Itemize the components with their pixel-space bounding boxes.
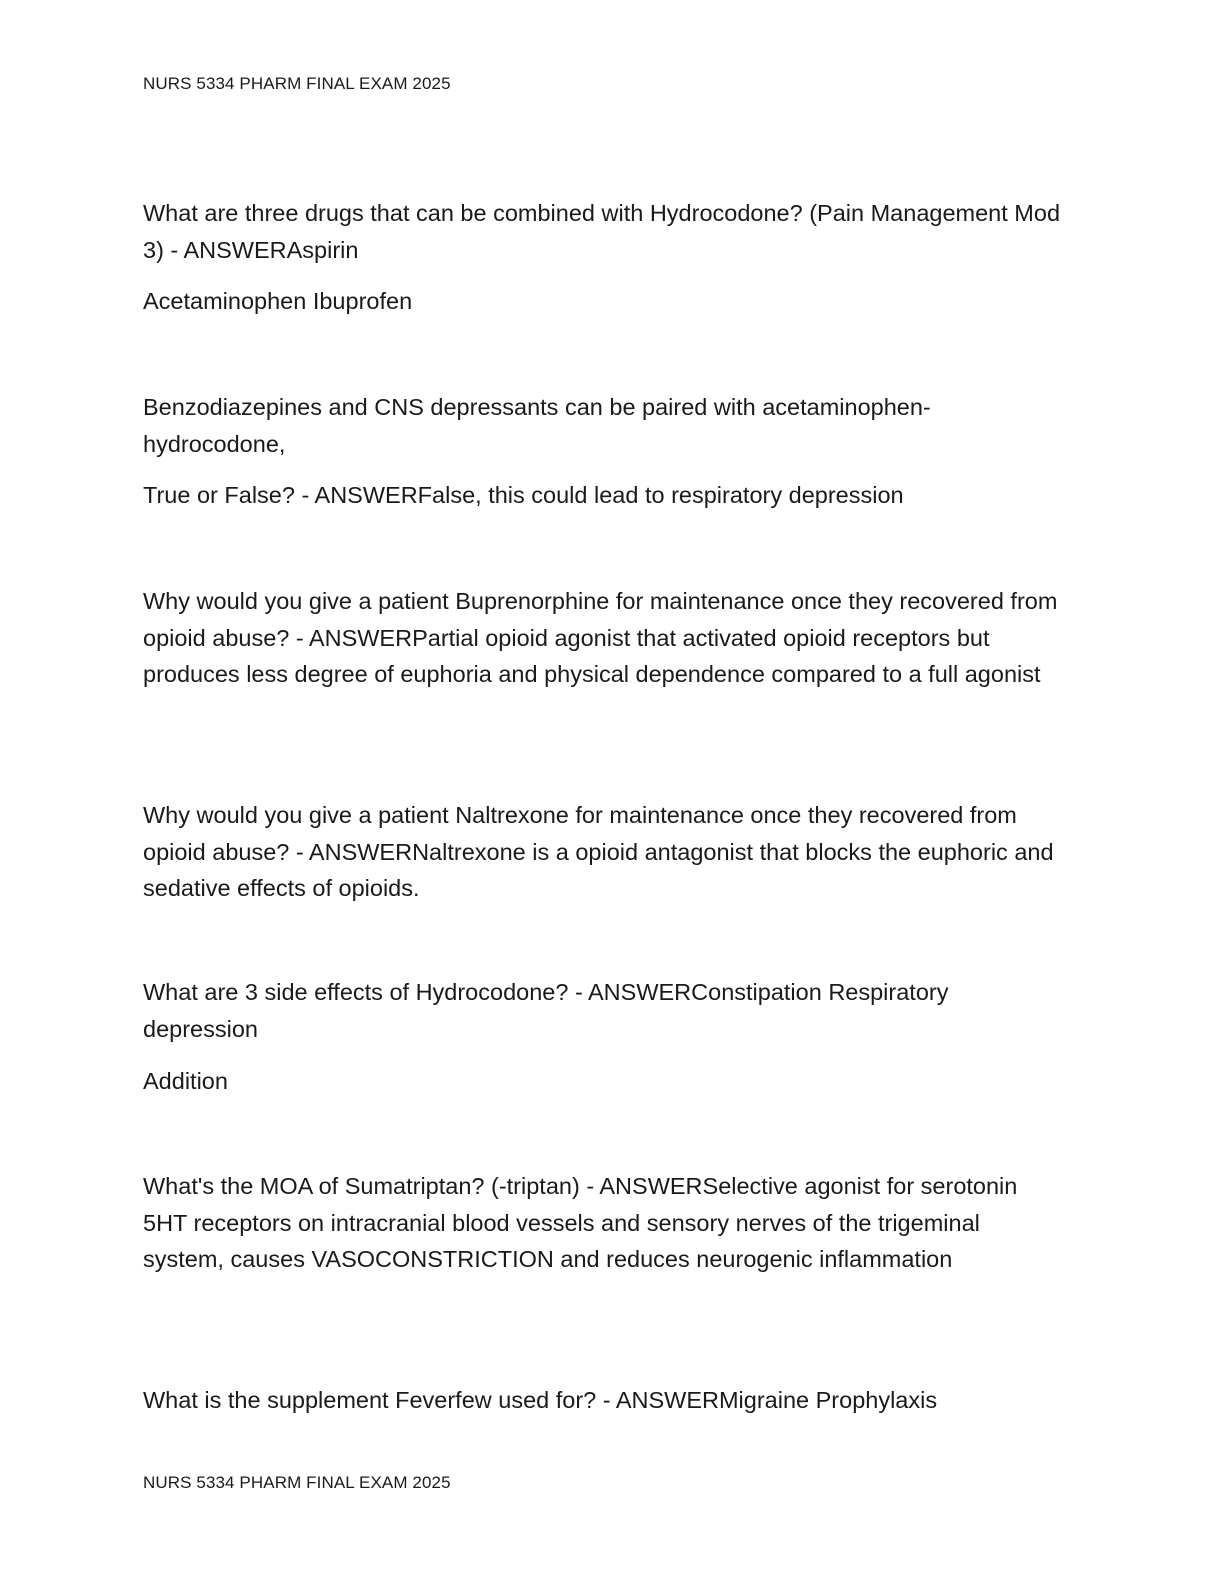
question-buprenorphine: Why would you give a patient Buprenorphine for maintenance once they recovered from opioid abuse? - ANSWERPartial opioid agonist that activated opioid receptors but produces less degree of euphoria and physical dependence compared to a full agonist <box>143 588 1058 687</box>
question-naltrexone: Why would you give a patient Naltrexone for maintenance once they recovered from opioid abuse? - ANSWERNaltrexone is a opioid antagonist that blocks the euphoric and sedative effects of opioids. <box>143 802 1054 901</box>
question-feverfew: What is the supplement Feverfew used for? - ANSWERMigraine Prophylaxis <box>143 1387 938 1413</box>
page-header: NURS 5334 PHARM FINAL EXAM 2025 <box>143 74 451 93</box>
true-false-answer: True or False? - ANSWERFalse, this could lead to respiratory depression <box>143 482 904 508</box>
question-side-effects: What are 3 side effects of Hydrocodone? - ANSWERConstipation Respiratory depression <box>143 979 949 1042</box>
answer-continuation: Acetaminophen Ibuprofen <box>143 288 413 314</box>
page-footer: NURS 5334 PHARM FINAL EXAM 2025 <box>143 1473 451 1492</box>
question-sumatriptan: What's the MOA of Sumatriptan? (-triptan) - ANSWERSelective agonist for serotonin 5HT receptors on intracranial blood vessels and sensory nerves of the trigeminal system, causes VASOCONSTRICTION and reduces neurogenic inflammation <box>143 1173 1018 1272</box>
question-hydrocodone-combos: What are three drugs that can be combined with Hydrocodone? (Pain Management Mod 3) - ANSWERAspirin <box>143 200 1061 263</box>
answer-continuation: Addition <box>143 1068 228 1094</box>
question-benzodiazepines: Benzodiazepines and CNS depressants can be paired with acetaminophen-hydrocodone, <box>143 394 931 457</box>
